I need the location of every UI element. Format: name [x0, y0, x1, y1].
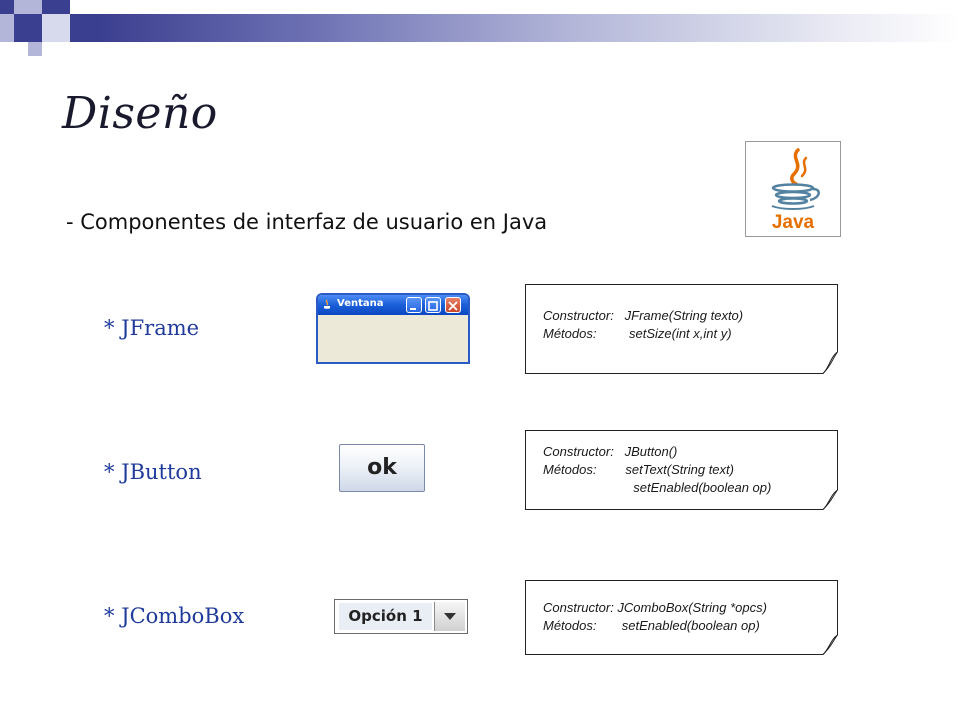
- deco-square: [42, 14, 70, 42]
- java-app-icon: [322, 299, 332, 310]
- deco-square: [42, 0, 70, 14]
- slide-title: Diseño: [62, 88, 218, 139]
- java-logo-text: Java: [771, 212, 815, 233]
- combobox-selected-value: Opción 1: [339, 603, 432, 630]
- maximize-icon: [426, 299, 440, 313]
- slide-subtitle: - Componentes de interfaz de usuario en Java: [66, 210, 548, 234]
- note-line: Métodos: setEnabled(boolean op): [543, 618, 760, 633]
- deco-square: [14, 14, 42, 42]
- deco-square: [70, 14, 100, 42]
- option-combobox[interactable]: [334, 599, 468, 634]
- ok-button[interactable]: ok: [339, 444, 425, 492]
- note-line: Constructor: JComboBox(String *opcs): [543, 600, 767, 615]
- window-titlebar: [318, 295, 468, 315]
- close-icon: [446, 299, 460, 313]
- minimize-button[interactable]: [406, 297, 422, 313]
- note-line: Constructor: JFrame(String texto): [543, 308, 744, 323]
- deco-square: [0, 14, 14, 42]
- java-logo: [745, 141, 841, 237]
- component-label-jbutton: * JButton: [104, 460, 202, 484]
- deco-square: [0, 0, 14, 14]
- note-line: Constructor: JButton(): [543, 444, 678, 459]
- note-line: setEnabled(boolean op): [543, 480, 772, 495]
- note-jcombobox: [525, 580, 838, 655]
- note-jframe: [525, 284, 838, 374]
- note-line: Métodos: setText(String text): [543, 462, 734, 477]
- java-cup-icon: [746, 142, 840, 236]
- deco-square: [14, 0, 42, 14]
- deco-gradient-bar: [100, 14, 960, 42]
- note-line: Métodos: setSize(int x,int y): [543, 326, 732, 341]
- jframe-mock-window: [316, 293, 470, 364]
- deco-square: [28, 42, 42, 56]
- window-title: Ventana: [337, 298, 384, 309]
- minimize-icon: [407, 299, 421, 313]
- maximize-button[interactable]: [425, 297, 441, 313]
- chevron-down-icon: [435, 602, 465, 631]
- close-button[interactable]: [445, 297, 461, 313]
- component-label-jframe: * JFrame: [104, 316, 200, 340]
- component-label-jcombobox: * JComboBox: [104, 604, 245, 628]
- combobox-dropdown-button[interactable]: [434, 602, 465, 631]
- note-jbutton: [525, 430, 838, 510]
